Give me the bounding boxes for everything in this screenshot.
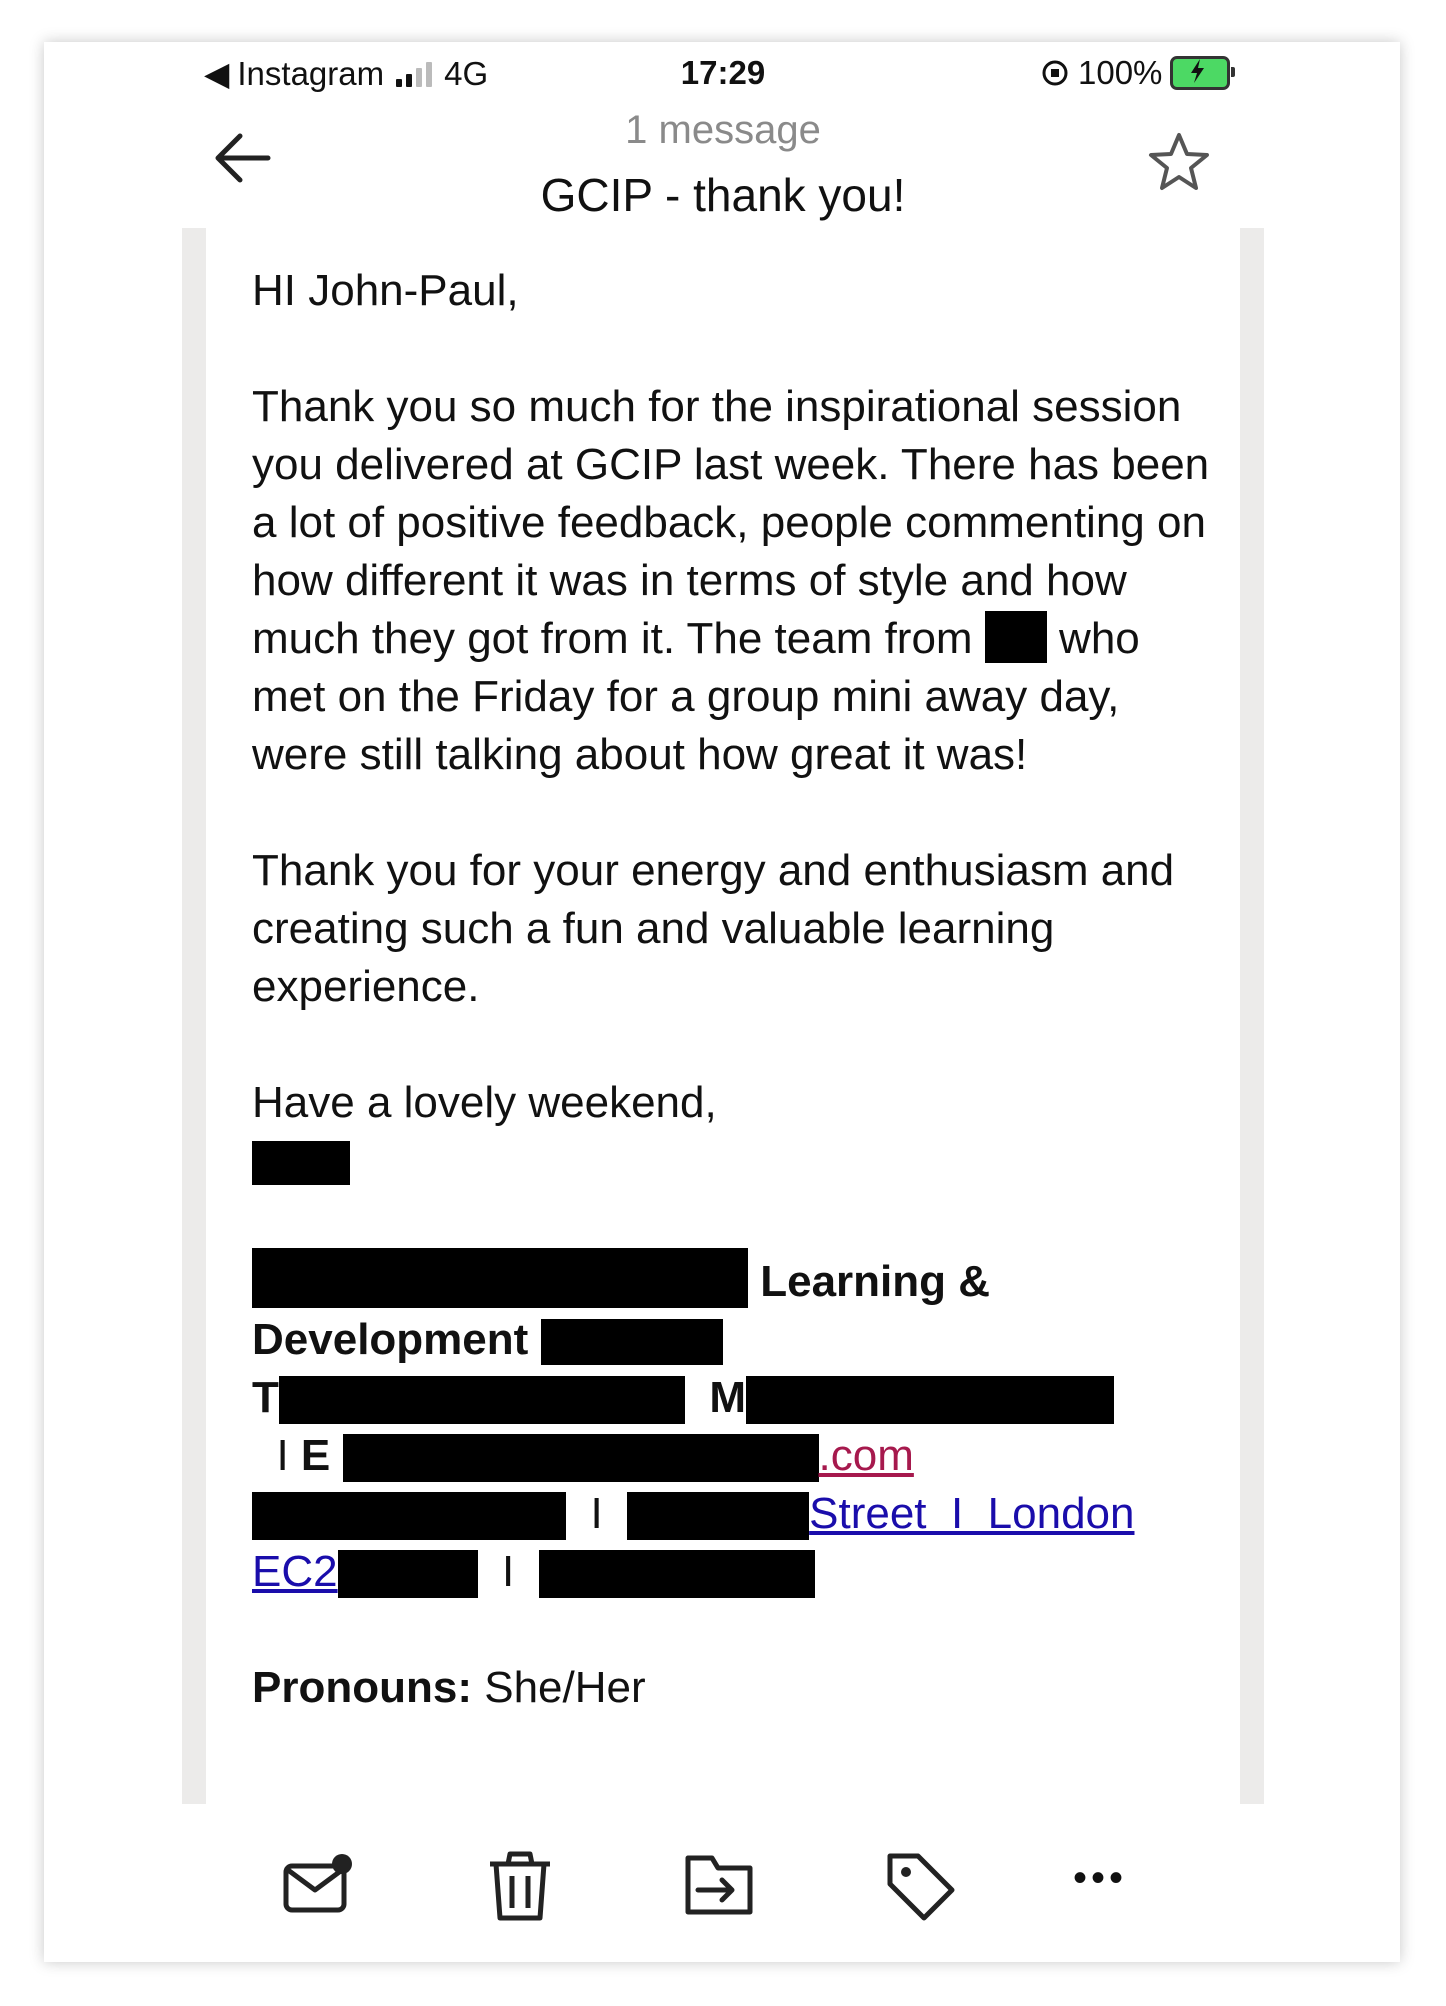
redaction	[343, 1434, 819, 1482]
redaction	[541, 1319, 723, 1365]
greeting: HI John-Paul,	[252, 266, 519, 315]
paragraph-1: Thank you so much for the inspirational session you delivered at GCIP last week. There has been a lot of positive feedback, people commenting on how different it was in terms of style and how much they got from it. The team from who met on the Friday for a group mini away day, were still talking about how great it was!	[252, 382, 1210, 779]
star-icon[interactable]	[1146, 130, 1212, 194]
battery-icon	[1170, 56, 1230, 90]
email-link[interactable]: .com	[818, 1431, 914, 1480]
redaction	[746, 1376, 1114, 1424]
battery-percent: 100%	[1078, 54, 1163, 91]
status-time: 17:29	[680, 54, 766, 91]
back-triangle-icon: ◀	[204, 55, 230, 92]
signature-email-line: I E .com	[252, 1427, 1212, 1485]
rotation-lock-icon	[1040, 58, 1070, 88]
paragraph-2: Thank you for your energy and enthusiasm and creating such a fun and valuable learning experience.	[252, 846, 1175, 1011]
signature-address-line: I Street I London	[252, 1485, 1212, 1543]
bottom-toolbar	[0, 1846, 1446, 1926]
trash-icon[interactable]	[480, 1846, 560, 1926]
redaction	[338, 1550, 478, 1598]
redaction	[627, 1492, 809, 1540]
redaction	[539, 1550, 815, 1598]
signature-role-line: Learning &	[252, 1248, 1212, 1311]
closing: Have a lovely weekend,	[252, 1078, 717, 1127]
status-bar	[0, 48, 1446, 98]
redaction	[279, 1376, 685, 1424]
address-link[interactable]: Street I London	[809, 1489, 1135, 1538]
redaction	[252, 1141, 350, 1185]
signature-dept-line: Development	[252, 1311, 1212, 1369]
tag-icon[interactable]	[880, 1846, 960, 1926]
redaction	[985, 611, 1047, 663]
mark-unread-icon[interactable]	[280, 1846, 360, 1926]
email-body	[252, 262, 1212, 1717]
signature	[252, 1248, 1212, 1717]
sender-name-line	[252, 1132, 1212, 1190]
redaction	[252, 1248, 748, 1308]
email-subject: GCIP - thank you!	[540, 169, 906, 221]
postcode-link[interactable]: EC2	[252, 1547, 338, 1596]
more-icon[interactable]: •••	[1072, 1856, 1127, 1900]
signature-postcode-line: EC2 I	[252, 1543, 1212, 1601]
redaction	[252, 1492, 566, 1540]
pronouns-line: Pronouns: She/Her	[252, 1663, 646, 1712]
message-count: 1 message	[625, 108, 821, 152]
network-label: 4G	[444, 54, 489, 92]
move-icon[interactable]	[680, 1846, 760, 1926]
back-app-label: Instagram	[237, 54, 385, 92]
signature-phone-line: T M	[252, 1369, 1212, 1427]
